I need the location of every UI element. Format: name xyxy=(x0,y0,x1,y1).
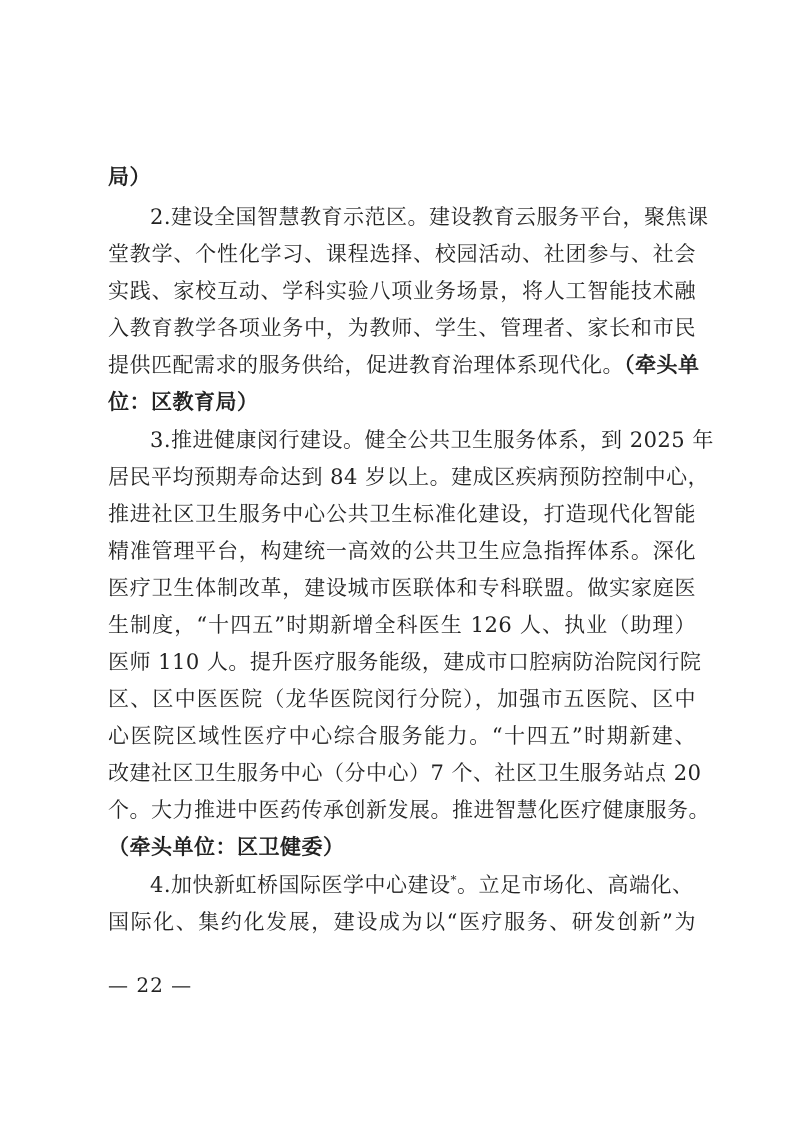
text-line-1: 局） xyxy=(108,164,151,189)
footnote-marker: * xyxy=(450,873,458,887)
text-line-17: 改建社区卫生服务中心（分中心）7 个、社区卫生服务站点 20 xyxy=(108,761,702,785)
text-line-14: 医师 110 人。提升医疗服务能级，建成市口腔病防治院闵行院 xyxy=(108,650,702,674)
text-line-8: 3.推进健康闵行建设。健全公共卫生服务体系，到 2025 年 xyxy=(150,428,714,452)
text-line-4: 实践、家校互动、学科实验八项业务场景，将人工智能技术融 xyxy=(108,279,696,303)
text-line-6 xyxy=(108,348,700,382)
text-line-16: 心医院区域性医疗中心综合服务能力。“十四五”时期新建、 xyxy=(108,724,696,748)
text-line-9: 居民平均预期寿命达到 84 岁以上。建成区疾病预防控制中心， xyxy=(108,465,710,489)
text-line-18: 个。大力推进中医药传承创新发展。推进智慧化医疗健康服务。 xyxy=(108,798,710,822)
text-line-20 xyxy=(150,868,696,902)
text-line-10: 推进社区卫生服务中心公共卫生标准化建设，打造现代化智能 xyxy=(108,502,696,526)
text-line-15: 区、区中医医院（龙华医院闵行分院），加强市五医院、区中 xyxy=(108,687,696,711)
text-line-13: 生制度，“十四五”时期新增全科医生 126 人、执业（助理） xyxy=(108,613,696,637)
text-line-2: 2.建设全国智慧教育示范区。建设教育云服务平台，聚焦课 xyxy=(150,205,709,229)
text-line-20-tail: 。立足市场化、高端化、 xyxy=(457,873,694,897)
text-line-6-body: 提供匹配需求的服务供给，促进教育治理体系现代化。 xyxy=(108,353,624,377)
text-line-20-heading: 4.加快新虹桥国际医学中心建设 xyxy=(150,873,451,897)
text-line-21: 国际化、集约化发展，建设成为以“医疗服务、研发创新”为 xyxy=(108,910,696,934)
text-line-6-lead-unit: （牵头单 xyxy=(624,352,700,377)
text-line-11: 精准管理平台，构建统一高效的公共卫生应急指挥体系。深化 xyxy=(108,539,696,563)
text-line-5: 入教育教学各项业务中，为教师、学生、管理者、家长和市民 xyxy=(108,316,696,340)
text-line-3: 堂教学、个性化学习、课程选择、校园活动、社团参与、社会 xyxy=(108,242,696,266)
text-line-7: 位：区教育局） xyxy=(108,389,259,414)
text-line-12: 医疗卫生体制改革，建设城市医联体和专科联盟。做实家庭医 xyxy=(108,576,696,600)
text-line-19: （牵头单位：区卫健委） xyxy=(108,834,345,859)
page-number: — 22 — xyxy=(108,973,193,997)
